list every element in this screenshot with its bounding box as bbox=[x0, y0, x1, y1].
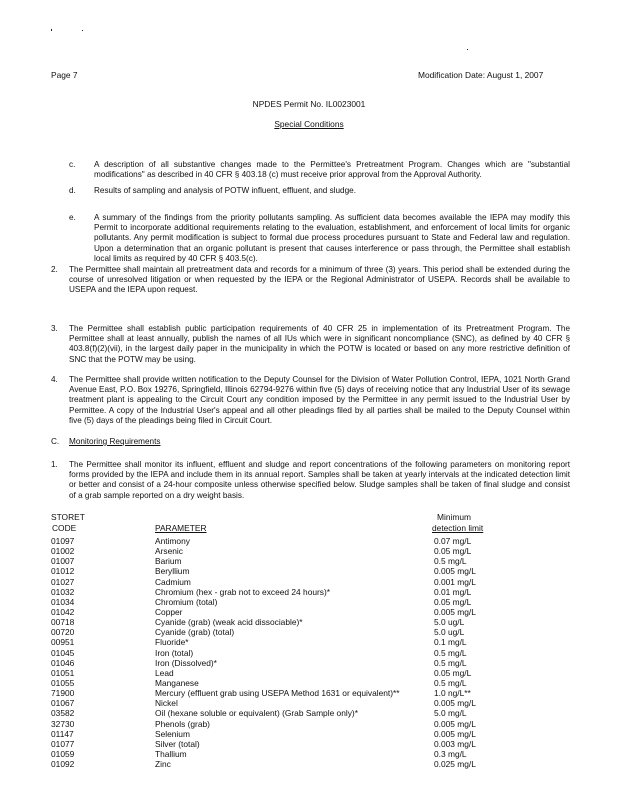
detection-limit: 0.05 mg/L bbox=[434, 546, 472, 557]
parameter-name: Phenols (grab) bbox=[155, 718, 210, 729]
detection-limit: 0.1 mg/L bbox=[434, 637, 467, 648]
storet-code: 01045 bbox=[51, 647, 75, 658]
scan-speck bbox=[51, 29, 52, 31]
section-title: Special Conditions bbox=[274, 119, 344, 129]
parameter-name: Oil (hexane soluble or equivalent) (Grab Sample only)* bbox=[155, 708, 358, 719]
scan-speck bbox=[467, 49, 468, 50]
table-row bbox=[51, 617, 571, 627]
table-row bbox=[51, 556, 571, 566]
detection-limit: 0.005 mg/L bbox=[434, 728, 476, 739]
table-row bbox=[51, 607, 571, 617]
parameter-name: Iron (Dissolved)* bbox=[155, 657, 217, 668]
detection-limit: 0.005 mg/L bbox=[434, 698, 476, 709]
detection-limit: 0.05 mg/L bbox=[434, 667, 472, 678]
table-header bbox=[51, 512, 571, 536]
item-d-marker: d. bbox=[69, 186, 76, 195]
table-body bbox=[51, 536, 571, 769]
table-row bbox=[51, 688, 571, 698]
parameter-name: Cadmium bbox=[155, 576, 191, 587]
detection-limit: 1.0 ng/L** bbox=[434, 688, 471, 699]
detection-limit: 5.0 ug/L bbox=[434, 617, 465, 628]
parameter-name: Mercury (effluent grab using USEPA Method 1631 or equivalent)** bbox=[155, 688, 400, 699]
table-row bbox=[51, 658, 571, 668]
section-c-title: Monitoring Requirements bbox=[69, 437, 161, 446]
parameter-name: Silver (total) bbox=[155, 738, 200, 749]
detection-limit: 0.005 mg/L bbox=[434, 606, 476, 617]
detection-limit: 0.003 mg/L bbox=[434, 738, 476, 749]
parameter-name: Thallium bbox=[155, 748, 187, 759]
scan-speck bbox=[82, 30, 83, 31]
header-detection-limit: detection limit bbox=[432, 523, 484, 533]
table-row bbox=[51, 668, 571, 678]
permit-number: NPDES Permit No. IL0023001 bbox=[252, 99, 366, 109]
detection-limit: 0.5 mg/L bbox=[434, 556, 467, 567]
table-row bbox=[51, 546, 571, 556]
table-row bbox=[51, 587, 571, 597]
storet-code: 00720 bbox=[51, 627, 75, 638]
parameter-name: Chromium (total) bbox=[155, 596, 218, 607]
item-2-marker: 2. bbox=[51, 265, 58, 274]
storet-code: 01032 bbox=[51, 586, 75, 597]
detection-limit: 0.07 mg/L bbox=[434, 536, 472, 546]
storet-code: 01012 bbox=[51, 566, 75, 577]
storet-code: 01042 bbox=[51, 606, 75, 617]
storet-code: 01097 bbox=[51, 536, 75, 546]
page-number: Page 7 bbox=[51, 70, 78, 80]
parameter-name: Nickel bbox=[155, 698, 178, 709]
section-c-marker: C. bbox=[51, 437, 60, 446]
storet-code: 01077 bbox=[51, 738, 75, 749]
table-row bbox=[51, 719, 571, 729]
table-row bbox=[51, 637, 571, 647]
item-c1-marker: 1. bbox=[51, 460, 58, 469]
storet-code: 01147 bbox=[51, 728, 74, 739]
table-row bbox=[51, 759, 571, 769]
table-row bbox=[51, 627, 571, 637]
header-storet: STORET bbox=[51, 512, 85, 522]
item-c-text: A description of all substantive changes made to the Permittee's Pretreatment Program. Changes which are "substantial modifications" as described in 40 CFR § 403.18 (c) must receive prior approval from the Approval Authority. bbox=[94, 160, 570, 180]
header-minimum: Minimum bbox=[437, 512, 471, 522]
parameter-name: Beryllium bbox=[155, 566, 190, 577]
detection-limit: 0.5 mg/L bbox=[434, 657, 467, 668]
table-row bbox=[51, 566, 571, 576]
item-c1-text: The Permittee shall monitor its influent, effluent and sludge and report concentrations of the following parameters on monitoring report forms provided by the IEPA and include them in its annual report. Samples shall be taken at yearly intervals at the indicated detection limit or better and consist of a 24-hour composite unless otherwise specified below. Sludge samples shall be taken of final sludge and consist of a grab sample reported on a dry weight basis. bbox=[69, 460, 570, 500]
table-row bbox=[51, 708, 571, 718]
table-row bbox=[51, 648, 571, 658]
header-parameter: PARAMETER bbox=[155, 523, 207, 533]
table-row bbox=[51, 678, 571, 688]
item-e-marker: e. bbox=[69, 213, 76, 222]
table-row bbox=[51, 698, 571, 708]
parameter-name: Lead bbox=[155, 667, 174, 678]
item-c-marker: c. bbox=[69, 160, 76, 169]
detection-limit: 0.01 mg/L bbox=[434, 586, 472, 597]
storet-code: 71900 bbox=[51, 688, 75, 699]
parameter-name: Antimony bbox=[155, 536, 190, 546]
table-row bbox=[51, 536, 571, 546]
table-row bbox=[51, 597, 571, 607]
storet-code: 01051 bbox=[51, 667, 75, 678]
detection-limit: 0.001 mg/L bbox=[434, 576, 476, 587]
storet-code: 03582 bbox=[51, 708, 75, 719]
parameter-name: Copper bbox=[155, 606, 183, 617]
storet-code: 01092 bbox=[51, 759, 75, 770]
detection-limit: 0.05 mg/L bbox=[434, 596, 472, 607]
parameter-name: Arsenic bbox=[155, 546, 183, 557]
storet-code: 01002 bbox=[51, 546, 75, 557]
monitoring-parameters-table bbox=[51, 512, 571, 769]
item-2-text: The Permittee shall maintain all pretreatment data and records for a minimum of three (3) years. This period shall be extended during the course of unresolved litigation or when requested by the IEPA or the Regional Administrator of USEPA. Records shall be available to USEPA and the IEPA upon request. bbox=[69, 265, 570, 295]
detection-limit: 0.005 mg/L bbox=[434, 566, 476, 577]
parameter-name: Chromium (hex - grab not to exceed 24 hours)* bbox=[155, 586, 331, 597]
storet-code: 00718 bbox=[51, 617, 75, 628]
parameter-name: Manganese bbox=[155, 677, 199, 688]
table-row bbox=[51, 739, 571, 749]
item-4-text: The Permittee shall provide written notification to the Deputy Counsel for the Division of Water Pollution Control, IEPA, 1021 North Grand Avenue East, P.O. Box 19276, Springfield, Illinois 62794-9276 within five (5) days of receiving notice that any Industrial User of its sewage treatment plant is appealing to the Circuit Court any condition imposed by the Permittee in any permit issued to the Industrial User by Permittee. A copy of the Industrial User's appeal and all other pleadings filed by all parties shall be mailed to the Deputy Counsel within five (5) days of the pleadings being filed in Circuit Court. bbox=[69, 375, 570, 425]
item-3-marker: 3. bbox=[51, 324, 58, 333]
detection-limit: 0.025 mg/L bbox=[434, 759, 476, 770]
detection-limit: 0.5 mg/L bbox=[434, 677, 467, 688]
storet-code: 00951 bbox=[51, 637, 75, 648]
storet-code: 01046 bbox=[51, 657, 75, 668]
detection-limit: 0.005 mg/L bbox=[434, 718, 476, 729]
item-4-marker: 4. bbox=[51, 375, 58, 384]
storet-code: 01027 bbox=[51, 576, 75, 587]
storet-code: 01067 bbox=[51, 698, 75, 709]
table-row bbox=[51, 729, 571, 739]
storet-code: 01034 bbox=[51, 596, 75, 607]
item-d-text: Results of sampling and analysis of POTW influent, effluent, and sludge. bbox=[94, 186, 356, 195]
storet-code: 01007 bbox=[51, 556, 75, 567]
modification-date: Modification Date: August 1, 2007 bbox=[418, 70, 544, 80]
parameter-name: Cyanide (grab) (total) bbox=[155, 627, 235, 638]
parameter-name: Cyanide (grab) (weak acid dissociable)* bbox=[155, 617, 303, 628]
parameter-name: Zinc bbox=[155, 759, 171, 770]
detection-limit: 5.0 ug/L bbox=[434, 627, 465, 638]
parameter-name: Selenium bbox=[155, 728, 190, 739]
item-e-text: A summary of the findings from the priority pollutants sampling. As sufficient data becomes available the IEPA may modify this Permit to incorporate additional requirements relating to the evaluation, establishment, and enforcement of local limits for organic pollutants. Any permit modification is subject to formal due process procedures pursuant to State and Federal law and regulation. Upon a determination that an organic pollutant is present that causes interference or pass through, the Permittee shall establish local limits as required by 40 CFR § 403.5(c). bbox=[94, 213, 570, 263]
parameter-name: Fluoride* bbox=[155, 637, 189, 648]
parameter-name: Iron (total) bbox=[155, 647, 194, 658]
detection-limit: 0.5 mg/L bbox=[434, 647, 467, 658]
storet-code: 01055 bbox=[51, 677, 75, 688]
table-row bbox=[51, 749, 571, 759]
storet-code: 01059 bbox=[51, 748, 75, 759]
detection-limit: 0.3 mg/L bbox=[434, 748, 467, 759]
table-row bbox=[51, 577, 571, 587]
header-code: CODE bbox=[52, 523, 77, 533]
storet-code: 32730 bbox=[51, 718, 75, 729]
item-3-text: The Permittee shall establish public participation requirements of 40 CFR 25 in implementation of its Pretreatment Program. The Permittee shall at least annually, publish the names of all IUs which were in significant noncompliance (SNC), as defined by 40 CFR § 403.8(f)(2)(vii), in the largest daily paper in the municipality in which the POTW is located or based on any more restrictive definition of SNC that the POTW may be using. bbox=[69, 324, 570, 364]
parameter-name: Barium bbox=[155, 556, 182, 567]
detection-limit: 5.0 mg/L bbox=[434, 708, 467, 719]
